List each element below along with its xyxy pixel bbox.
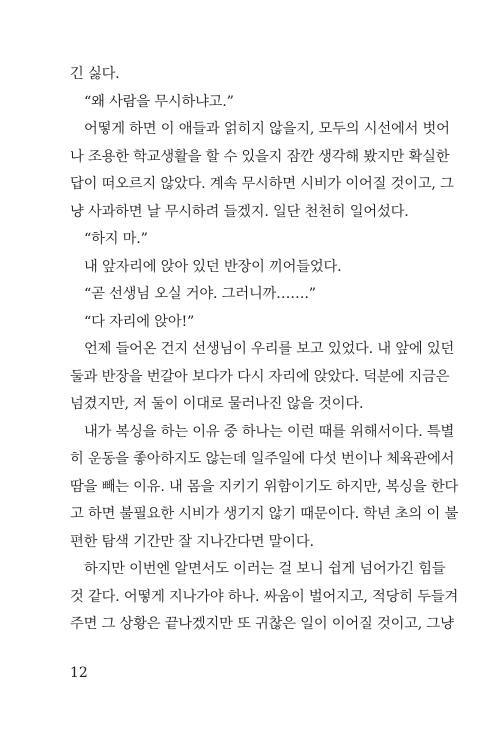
text-line: “왜 사람을 무시하냐고.” bbox=[84, 93, 234, 110]
text-line: 냥 사과하면 날 무시하려 들겠지. 일단 천천히 일어섰다. bbox=[70, 203, 409, 220]
text-line: 긴 싫다. bbox=[70, 66, 120, 82]
text-line: 편한 탐색 기간만 잘 지나간다면 말이다. bbox=[70, 533, 314, 550]
text-line: 내 앞자리에 앉아 있던 반장이 끼어들었다. bbox=[84, 258, 342, 275]
text-line: 땀을 빼는 이유. 내 몸을 지키기 위함이기도 하지만, 복싱을 한다 bbox=[70, 478, 459, 495]
text-line: 나 조용한 학교생활을 할 수 있을지 잠깐 생각해 봤지만 확실한 bbox=[70, 148, 450, 165]
text-line: “하지 마.” bbox=[84, 231, 148, 247]
text-line: 답이 떠오르지 않았다. 계속 무시하면 시비가 이어질 것이고, 그 bbox=[70, 176, 454, 192]
text-line: 하지만 이번엔 알면서도 이러는 걸 보니 쉽게 넘어가긴 힘들 bbox=[84, 561, 446, 577]
text-line: “곧 선생님 오실 거야. 그러니까…….” bbox=[84, 286, 316, 302]
text-line: 둘과 반장을 번갈아 보다가 다시 자리에 앉았다. 덕분에 지금은 bbox=[70, 368, 450, 385]
body-text bbox=[70, 61, 459, 639]
text-line: 언제 들어온 건지 선생님이 우리를 보고 있었다. 내 앞에 있던 bbox=[84, 341, 455, 357]
text-line: 주면 그 상황은 끝나겠지만 또 귀찮은 일이 이어질 것이고, 그냥 bbox=[70, 616, 454, 632]
text-line: “다 자리에 앉아!” bbox=[84, 313, 195, 330]
text-line: 어떻게 하면 이 애들과 얽히지 않을지, 모두의 시선에서 벗어 bbox=[84, 121, 450, 137]
text-line: 히 운동을 좋아하지도 않는데 일주일에 다섯 번이나 체육관에서 bbox=[70, 451, 455, 467]
text-line: 것 같다. 어떻게 지나가야 하나. 싸움이 벌어지고, 적당히 두들겨 bbox=[70, 588, 459, 605]
text-line: 넘겼지만, 저 둘이 이대로 물러나진 않을 것이다. bbox=[70, 396, 364, 412]
text-line: 고 하면 불필요한 시비가 생기지 않기 때문이다. 학년 초의 이 불 bbox=[70, 506, 459, 522]
page-number: 12 bbox=[70, 665, 88, 681]
text-line: 내가 복싱을 하는 이유 중 하나는 이런 때를 위해서이다. 특별 bbox=[84, 423, 455, 440]
